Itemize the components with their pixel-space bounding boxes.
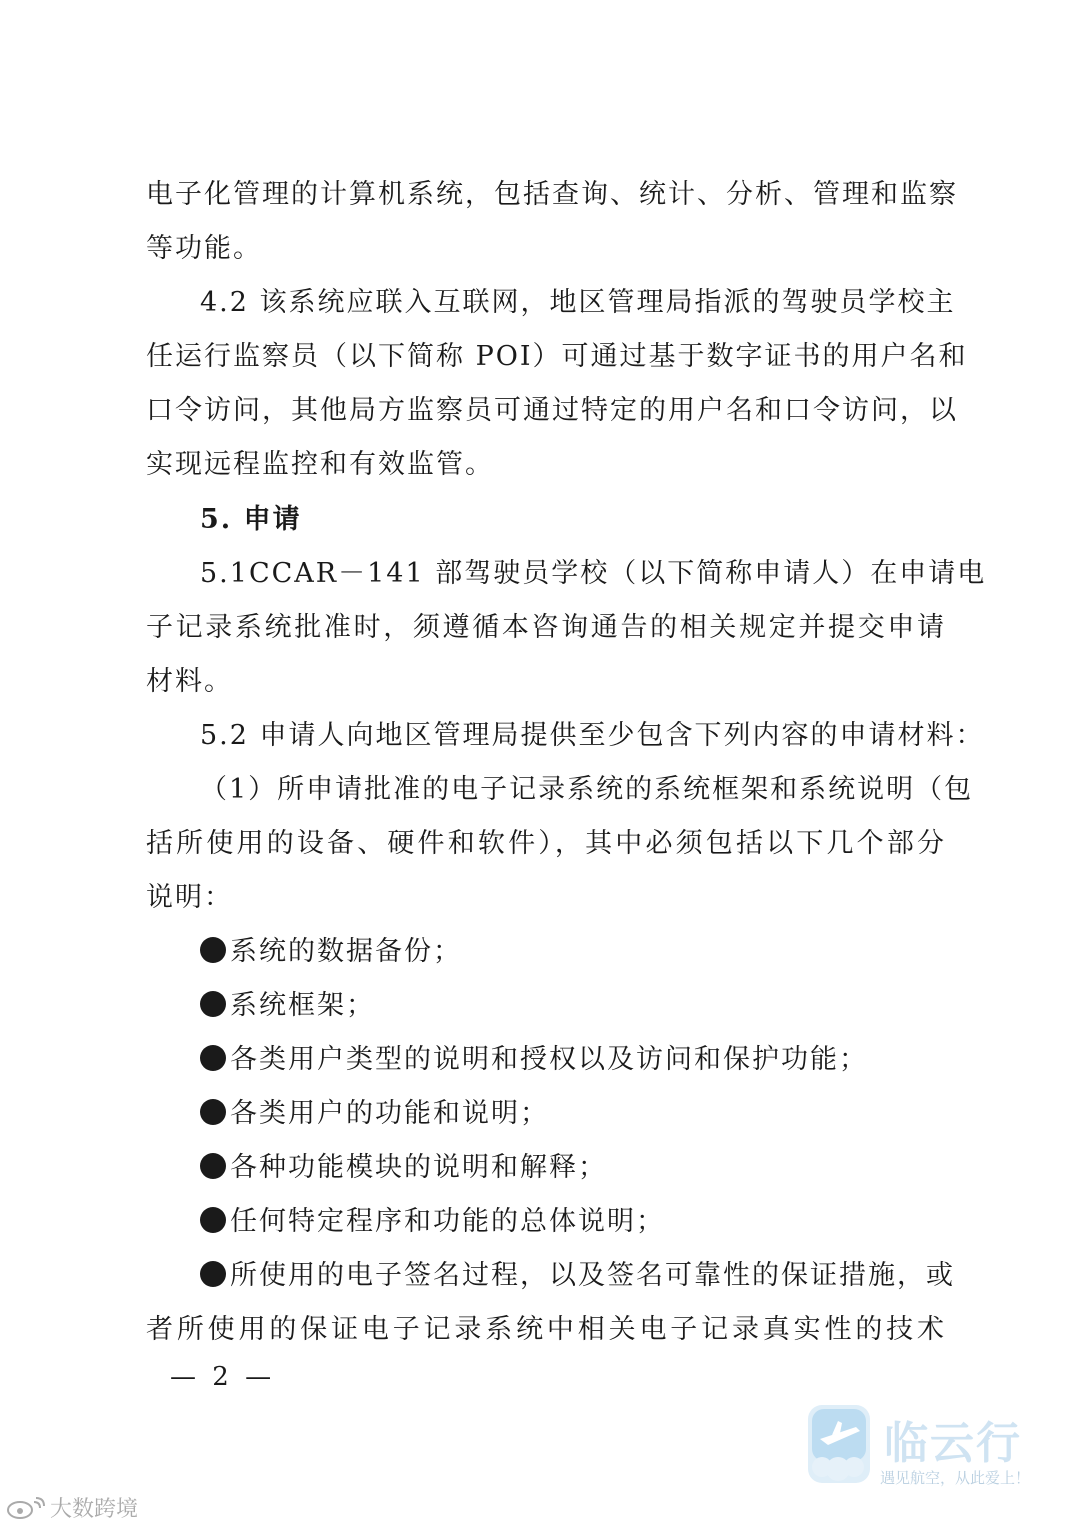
bullet-icon: [200, 991, 226, 1017]
paragraph-line: 子记录系统批准时，须遵循本咨询通告的相关规定并提交申请: [146, 612, 946, 643]
bullet-text: 各类用户的功能和说明；: [230, 1098, 549, 1129]
bullet-icon: [200, 1261, 226, 1287]
bullet-icon: [200, 1207, 226, 1233]
paragraph-line: 5.2 申请人向地区管理局提供至少包含下列内容的申请材料：: [200, 720, 985, 751]
brand-slogan: 遇见航空，从此爱上！: [880, 1469, 1031, 1487]
airplane-cloud-icon: [808, 1405, 870, 1483]
watermark: [6, 1492, 138, 1522]
paragraph-line: 者所使用的保证电子记录系统中相关电子记录真实性的技术: [146, 1314, 946, 1345]
paragraph-line: （1）所申请批准的电子记录系统的系统框架和系统说明（包: [200, 774, 974, 805]
bullet-item: [200, 1259, 955, 1293]
paragraph-line: 电子化管理的计算机系统，包括查询、统计、分析、管理和监察: [146, 179, 958, 210]
bullet-item: [200, 1043, 946, 1077]
bullet-icon: [200, 1153, 226, 1179]
watermark-text: 大数跨境: [50, 1497, 139, 1522]
bullet-item: [200, 1097, 946, 1131]
bullet-text: 各类用户类型的说明和授权以及访问和保护功能；: [230, 1044, 868, 1075]
section-heading: 5. 申请: [200, 504, 302, 535]
bullet-text: 系统框架；: [230, 990, 375, 1021]
paragraph-line: 4.2 该系统应联入互联网，地区管理局指派的驾驶员学校主: [200, 287, 956, 318]
weibo-icon: [6, 1496, 46, 1520]
brand-logo: [808, 1405, 1040, 1495]
bullet-text: 各种功能模块的说明和解释；: [230, 1152, 607, 1183]
bullet-text: 所使用的电子签名过程，以及签名可靠性的保证措施，或: [230, 1260, 955, 1291]
paragraph-line: 5.1CCAR－141 部驾驶员学校（以下简称申请人）在申请电: [200, 558, 987, 589]
paragraph-line: 任运行监察员（以下简称 POI）可通过基于数字证书的用户名和: [146, 341, 968, 372]
bullet-icon: [200, 1045, 226, 1071]
paragraph-line: 口令访问，其他局方监察员可通过特定的用户名和口令访问，以: [146, 395, 958, 426]
paragraph-line: 括所使用的设备、硬件和软件），其中必须包括以下几个部分: [146, 828, 946, 859]
paragraph-line: 材料。: [146, 666, 233, 697]
brand-name: 临云行: [884, 1418, 1022, 1469]
bullet-text: 系统的数据备份；: [230, 936, 462, 967]
bullet-text: 任何特定程序和功能的总体说明；: [230, 1206, 665, 1237]
paragraph-line: 说明：: [146, 882, 233, 913]
page-number: — 2 —: [170, 1362, 276, 1392]
bullet-icon: [200, 1099, 226, 1125]
bullet-item: [200, 989, 946, 1023]
paragraph-line: 等功能。: [146, 233, 262, 264]
bullet-item: [200, 1151, 946, 1185]
bullet-item: [200, 935, 946, 969]
bullet-item: [200, 1205, 946, 1239]
bullet-icon: [200, 937, 226, 963]
paragraph-line: 实现远程监控和有效监管。: [146, 449, 494, 480]
